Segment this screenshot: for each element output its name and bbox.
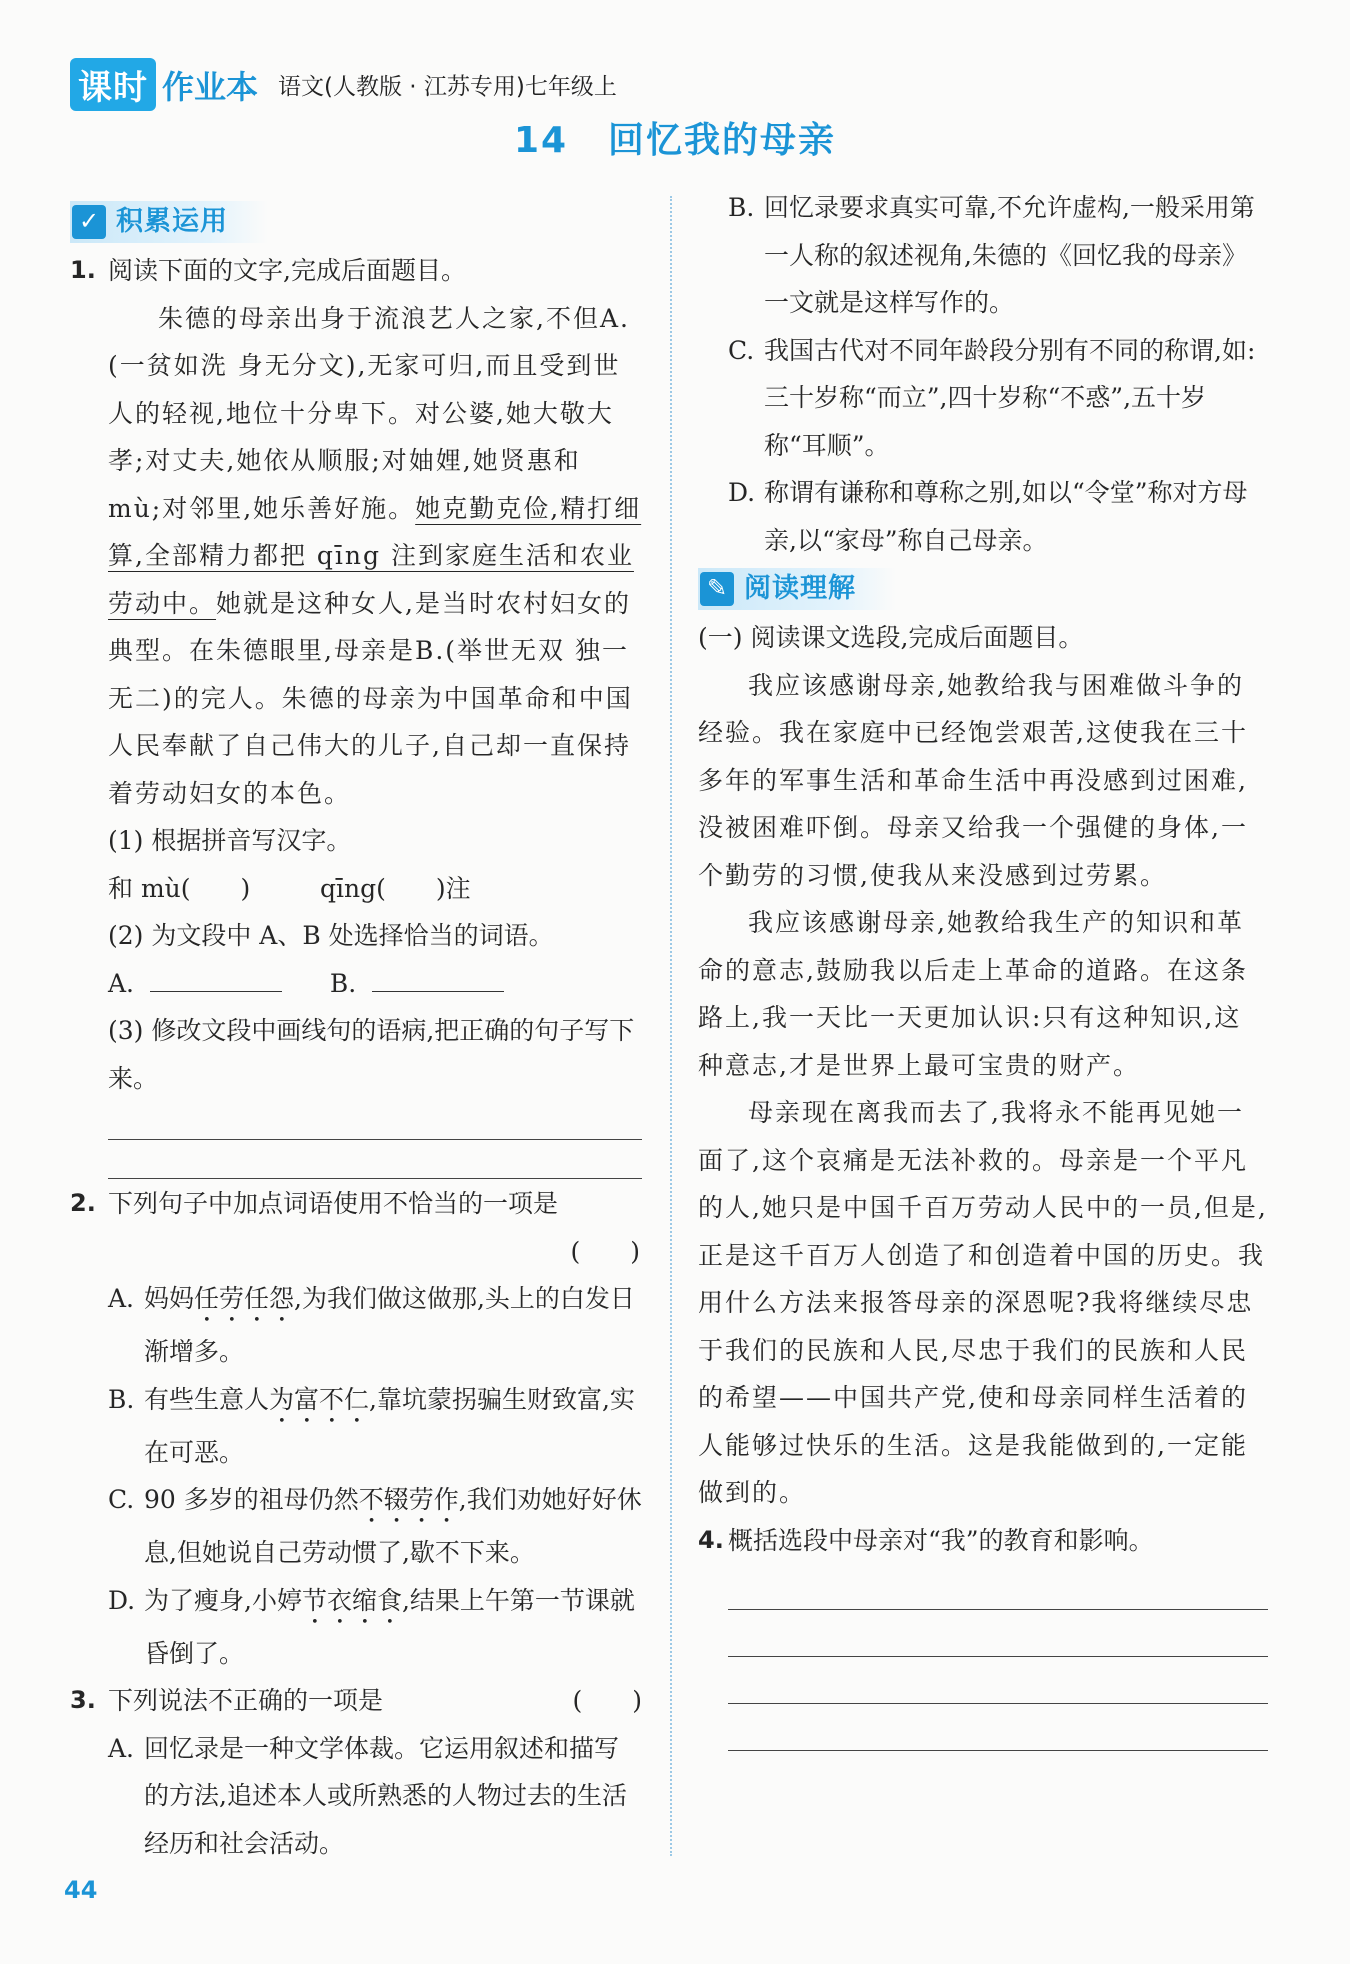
question-2 — [70, 1180, 642, 1677]
answer-blank-b[interactable] — [372, 961, 504, 992]
option-letter: C. — [108, 1485, 135, 1514]
option-c — [698, 327, 1268, 470]
section-label: 阅读理解 — [744, 573, 856, 605]
option-text: 回忆录要求真实可靠,不允许虚构,一般采用第一人称的叙述视角,朱德的《回忆我的母亲》一文就是这样写作的。 — [764, 193, 1255, 317]
question-prompt: 下列说法不正确的一项是 — [108, 1686, 384, 1715]
option-text: ,为我们做这做那,头上的白发日渐增多。 — [144, 1284, 635, 1366]
lesson-number: 14 — [513, 120, 569, 161]
option-text: 有些生意人 — [144, 1384, 270, 1414]
lesson-name: 回忆我的母亲 — [608, 120, 837, 161]
header-brand — [70, 58, 617, 111]
option-text: ,靠坑蒙拐骗生财致富,实在可恶。 — [144, 1384, 635, 1467]
question-4 — [698, 1517, 1268, 1565]
passage — [108, 295, 642, 818]
page-number: 44 — [64, 1876, 98, 1904]
passage-part-a: 朱德的母亲出身于流浪艺人之家,不但A.(一贫如洗 身无分文),无家可归,而且受到世人的轻视,地位十分卑下。对公婆,她大敬大孝;对丈夫,她依从顺服;对妯娌,她贤惠和 mù;对邻里,她乐善好施。 — [108, 303, 630, 523]
lesson-title — [0, 112, 1350, 163]
option-text: 妈妈 — [144, 1284, 195, 1313]
option-letter: A. — [108, 1284, 135, 1313]
fill-label-b: B. — [329, 968, 357, 998]
book-subtitle: 语文(人教版 · 江苏专用)七年级上 — [278, 74, 617, 100]
pencil-icon: ✎ — [700, 572, 734, 606]
option-c — [108, 1476, 642, 1577]
answer-paren[interactable]: ( ) — [572, 1686, 642, 1715]
option-letter: B. — [728, 193, 755, 222]
brand-logo: 课时 — [70, 58, 156, 111]
reading-intro: (一) 阅读课文选段,完成后面题目。 — [698, 623, 1084, 652]
option-letter: A. — [108, 1733, 135, 1763]
option-letter: D. — [728, 478, 756, 507]
section-label: 积累运用 — [116, 206, 228, 238]
right-column — [698, 184, 1268, 1752]
option-letter: C. — [728, 335, 755, 365]
passage-underlined-sentence: 她克勤克俭,精打细算,全部精力都把 qīng 注到家庭生活和农业劳动中。 — [108, 493, 642, 618]
reading-paragraph: 母亲现在离我而去了,我将永不能再见她一面了,这个哀痛是无法补救的。母亲是一个平凡的人,她只是中国千百万劳动人民中的一员,但是,正是这千百万人创造了和创造着中国的历史。我用什么方法来报答母亲的深恩呢?我将继续尽忠于我们的民族和人民,尽忠于我们的民族和人民的希望——中国共产党,使和母亲同样生活着的人能够过快乐的生活。这是我能做到的,一定能做到的。 — [698, 1098, 1268, 1507]
option-text: ,我们劝她好好休息,但她说自己劳动惯了,歇不下来。 — [144, 1485, 642, 1567]
option-letter: D. — [108, 1585, 136, 1615]
passage-part-b: 她就是这种女人,是当时农村妇女的典型。在朱德眼里,母亲是B.(举世无双 独一无二)的完人。朱德的母亲为中国革命和中国人民奉献了自己伟大的儿子,自己却一直保持着劳动妇女的本色。 — [108, 588, 633, 808]
option-text: 回忆录是一种文学体裁。它运用叙述和描写的方法,追述本人或所熟悉的人物过去的生活经历和社会活动。 — [144, 1733, 627, 1858]
question-prompt: 下列句子中加点词语使用不恰当的一项是 — [108, 1189, 559, 1218]
question-number: 4. — [698, 1525, 724, 1554]
fill-row — [108, 960, 642, 1008]
dotted-phrase: 不辍劳作 — [358, 1485, 459, 1514]
question-number: 3. — [70, 1686, 96, 1714]
dotted-phrase: 为富不仁 — [269, 1384, 370, 1414]
option-text: 为了瘦身,小婷 — [144, 1585, 302, 1615]
question-number: 2. — [70, 1189, 96, 1217]
question-number: 1. — [70, 256, 96, 284]
section-header-reading — [698, 568, 896, 610]
question-3 — [70, 1677, 642, 1867]
section-header-accumulate — [70, 201, 268, 243]
answer-paren[interactable]: ( ) — [570, 1236, 640, 1266]
question-1 — [70, 247, 642, 1179]
sub-question-1: (1) 根据拼音写汉字。 — [108, 826, 352, 855]
option-b — [108, 1376, 642, 1477]
option-d — [698, 469, 1268, 564]
question-prompt-row — [108, 1677, 642, 1725]
option-text: 我国古代对不同年龄段分别有不同的称谓,如:三十岁称“而立”,四十岁称“不惑”,五十岁称“耳顺”。 — [764, 335, 1256, 460]
option-a — [108, 1725, 642, 1868]
pinyin-blank-qing[interactable]: qīng( )注 — [320, 873, 471, 903]
reading-paragraph: 我应该感谢母亲,她教给我与困难做斗争的经验。我在家庭中已经饱尝艰苦,这使我在三十多年的军事生活和革命生活中再没感到过困难,没被困难吓倒。母亲又给我一个强健的身体,一个勤劳的习惯,使我从来没感到过劳累。 — [698, 670, 1248, 890]
option-b — [698, 184, 1268, 327]
question-prompt: 阅读下面的文字,完成后面题目。 — [108, 256, 466, 285]
answer-line[interactable] — [728, 1658, 1268, 1704]
answer-blank-a[interactable] — [150, 961, 282, 992]
sub-question-3: (3) 修改文段中画线句的语病,把正确的句子写下来。 — [108, 1016, 635, 1093]
left-column — [70, 197, 642, 1867]
sub-question-2: (2) 为文段中 A、B 处选择恰当的词语。 — [108, 921, 554, 950]
answer-line[interactable] — [728, 1705, 1268, 1751]
option-a — [108, 1275, 642, 1376]
option-d — [108, 1577, 642, 1678]
question-prompt: 概括选段中母亲对“我”的教育和影响。 — [728, 1525, 1154, 1555]
answer-lines — [698, 1564, 1268, 1751]
option-text: ,结果上午第一节课就昏倒了。 — [144, 1585, 635, 1668]
option-text: 称谓有谦称和尊称之别,如以“令堂”称对方母亲,以“家母”称自己母亲。 — [764, 478, 1248, 555]
option-text: 90 多岁的祖母仍然 — [144, 1485, 359, 1514]
checkmark-icon: ✓ — [72, 205, 106, 239]
answer-line[interactable] — [108, 1141, 642, 1179]
pinyin-row — [108, 865, 642, 913]
answer-line[interactable] — [728, 1564, 1268, 1610]
fill-label-a: A. — [108, 968, 135, 998]
brand-name: 作业本 — [162, 67, 259, 106]
dotted-phrase: 任劳任怨 — [194, 1284, 295, 1313]
answer-line[interactable] — [728, 1611, 1268, 1657]
answer-line[interactable] — [108, 1102, 642, 1140]
dotted-phrase: 节衣缩食 — [301, 1585, 402, 1615]
reading-paragraph: 我应该感谢母亲,她教给我生产的知识和革命的意志,鼓励我以后走上革命的道路。在这条路上,我一天比一天更加认识:只有这种知识,这种意志,才是世界上最可宝贵的财产。 — [698, 908, 1248, 1080]
column-divider — [670, 196, 672, 1856]
option-letter: B. — [108, 1384, 135, 1414]
pinyin-blank-mu[interactable]: 和 mù( ) — [108, 873, 251, 903]
